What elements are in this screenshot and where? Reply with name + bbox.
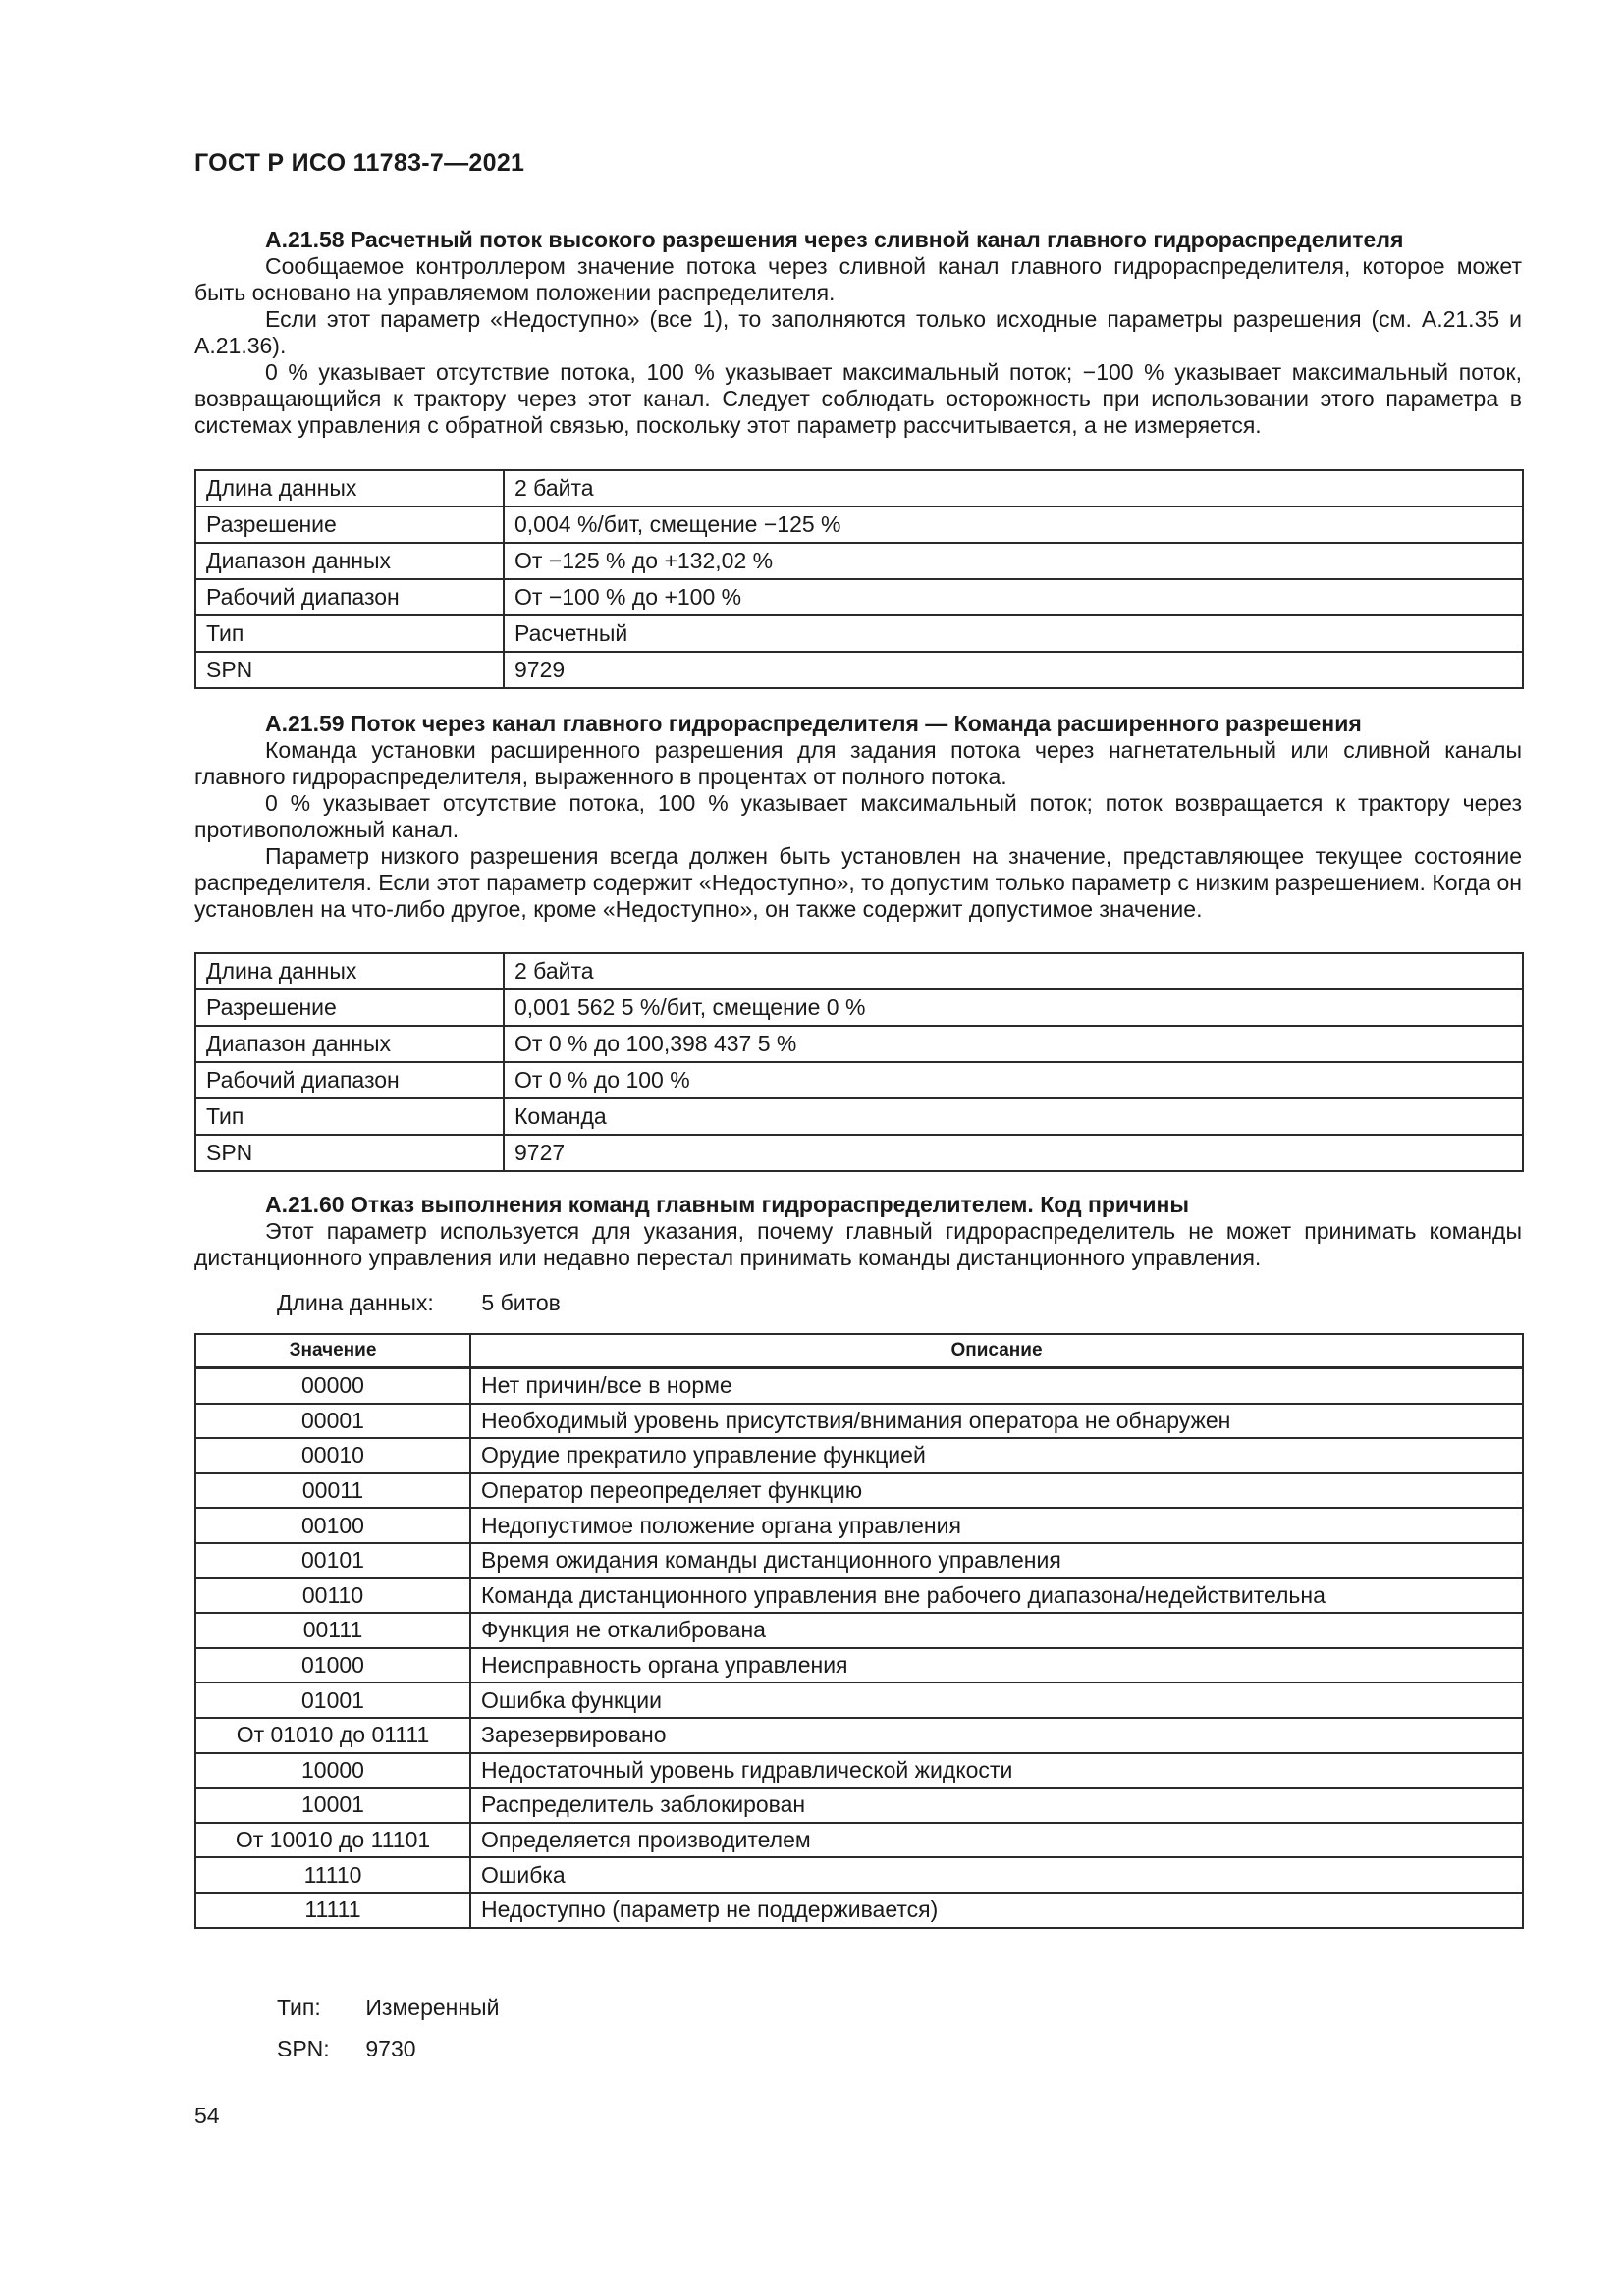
- table-row: [195, 1438, 1523, 1473]
- table-row: [195, 1823, 1523, 1858]
- table-row: [195, 1062, 1523, 1098]
- code-description: Недопустимое положение органа управления: [470, 1508, 1523, 1543]
- page-number: 54: [194, 2103, 220, 2128]
- parameter-value: От −125 % до +132,02 %: [504, 543, 1523, 579]
- code-description: Оператор переопределяет функцию: [470, 1473, 1523, 1509]
- paragraph: Этот параметр используется для указания, почему главный гидрораспределитель не может принимать команды дистанционного управления или недавно перестал принимать команды дистанционного управления.: [194, 1218, 1522, 1270]
- parameter-value: От 0 % до 100,398 437 5 %: [504, 1026, 1523, 1062]
- parameter-value: От 0 % до 100 %: [504, 1062, 1523, 1098]
- table-row: [195, 1026, 1523, 1062]
- parameter-name: Диапазон данных: [195, 543, 504, 579]
- code-value: От 01010 до 01111: [195, 1718, 470, 1753]
- code-value: 00010: [195, 1438, 470, 1473]
- parameter-name: Длина данных: [195, 953, 504, 989]
- paragraph: 0 % указывает отсутствие потока, 100 % указывает максимальный поток; −100 % указывает максимальный поток, возвращающийся к трактору через этот канал. Следует соблюдать осторожность при использовании этого параметра в системах управления с обратной связью, поскольку этот параметр рассчитывается, а не измеряется.: [194, 359, 1522, 438]
- table-row: [195, 1857, 1523, 1893]
- parameter-value: 0,001 562 5 %/бит, смещение 0 %: [504, 989, 1523, 1026]
- parameter-name: Рабочий диапазон: [195, 579, 504, 615]
- parameter-name: Разрешение: [195, 989, 504, 1026]
- code-value: 11110: [195, 1857, 470, 1893]
- table-row: [195, 507, 1523, 543]
- table-row: [195, 989, 1523, 1026]
- code-value: 01000: [195, 1648, 470, 1683]
- parameter-value: 9727: [504, 1135, 1523, 1171]
- code-description: Нет причин/все в норме: [470, 1368, 1523, 1404]
- reason-code-table: [194, 1333, 1524, 1929]
- code-value: 00001: [195, 1404, 470, 1439]
- table-row: [195, 1682, 1523, 1718]
- code-value: 10000: [195, 1753, 470, 1789]
- paragraph: Параметр низкого разрешения всегда должен быть установлен на значение, представляющее текущее состояние распределителя. Если этот параметр содержит «Недоступно», то допустим только параметр с низким разрешением. Когда он установлен на что-либо другое, кроме «Недоступно», он также содержит допустимое значение.: [194, 843, 1522, 922]
- code-description: Определяется производителем: [470, 1823, 1523, 1858]
- parameter-name: SPN: [195, 1135, 504, 1171]
- code-value: 00100: [195, 1508, 470, 1543]
- code-description: Ошибка: [470, 1857, 1523, 1893]
- parameter-value: 9729: [504, 652, 1523, 688]
- spn-value: 9730: [365, 2036, 416, 2061]
- code-description: Неисправность органа управления: [470, 1648, 1523, 1683]
- section-title: А.21.58 Расчетный поток высокого разрешения через сливной канал главного гидрораспределителя: [265, 227, 1404, 252]
- parameter-table-a-21-59: [194, 952, 1524, 1172]
- type-value: Измеренный: [365, 1995, 500, 2020]
- parameter-value: 2 байта: [504, 953, 1523, 989]
- code-description: Функция не откалибрована: [470, 1613, 1523, 1648]
- parameter-value: 2 байта: [504, 470, 1523, 507]
- parameter-name: Длина данных: [195, 470, 504, 507]
- code-description: Ошибка функции: [470, 1682, 1523, 1718]
- code-value: 00111: [195, 1613, 470, 1648]
- parameter-name: SPN: [195, 652, 504, 688]
- table-row: [195, 1473, 1523, 1509]
- code-description: Время ожидания команды дистанционного управления: [470, 1543, 1523, 1578]
- section-title: А.21.59 Поток через канал главного гидрораспределителя — Команда расширенного разрешения: [265, 711, 1362, 736]
- table-row: [195, 470, 1523, 507]
- spn-line: [277, 2036, 416, 2062]
- table-row: [195, 543, 1523, 579]
- parameter-name: Тип: [195, 1098, 504, 1135]
- table-row: [195, 1578, 1523, 1614]
- section-a-21-59: [194, 711, 1522, 923]
- code-value: 00011: [195, 1473, 470, 1509]
- code-value: 01001: [195, 1682, 470, 1718]
- table-row: [195, 1893, 1523, 1928]
- table-row: [195, 652, 1523, 688]
- parameter-value: Команда: [504, 1098, 1523, 1135]
- table-row: [195, 1648, 1523, 1683]
- paragraph: Команда установки расширенного разрешения для задания потока через нагнетательный или сливной каналы главного гидрораспределителя, выраженного в процентах от полного потока.: [194, 737, 1522, 789]
- parameter-value: Расчетный: [504, 615, 1523, 652]
- code-description: Недостаточный уровень гидравлической жидкости: [470, 1753, 1523, 1789]
- parameter-name: Тип: [195, 615, 504, 652]
- table-row: [195, 1404, 1523, 1439]
- code-value: 00000: [195, 1368, 470, 1404]
- table-row: [195, 953, 1523, 989]
- type-line: [277, 1995, 499, 2021]
- table-row: [195, 579, 1523, 615]
- code-value: 00110: [195, 1578, 470, 1614]
- column-header-description: Описание: [470, 1334, 1523, 1368]
- table-row: [195, 1135, 1523, 1171]
- table-row: [195, 1508, 1523, 1543]
- code-description: Команда дистанционного управления вне рабочего диапазона/недействительна: [470, 1578, 1523, 1614]
- parameter-value: От −100 % до +100 %: [504, 579, 1523, 615]
- data-length-line: [277, 1290, 561, 1316]
- table-row: [195, 1613, 1523, 1648]
- table-row: [195, 1718, 1523, 1753]
- code-description: Недоступно (параметр не поддерживается): [470, 1893, 1523, 1928]
- code-value: 00101: [195, 1543, 470, 1578]
- parameter-name: Диапазон данных: [195, 1026, 504, 1062]
- table-row: [195, 615, 1523, 652]
- table-row: [195, 1098, 1523, 1135]
- data-length-label: Длина данных:: [277, 1290, 434, 1315]
- table-row: [195, 1788, 1523, 1823]
- code-description: Необходимый уровень присутствия/внимания оператора не обнаружен: [470, 1404, 1523, 1439]
- section-title: А.21.60 Отказ выполнения команд главным гидрораспределителем. Код причины: [265, 1192, 1190, 1217]
- spn-label: SPN:: [277, 2036, 330, 2061]
- parameter-name: Разрешение: [195, 507, 504, 543]
- parameter-value: 0,004 %/бит, смещение −125 %: [504, 507, 1523, 543]
- type-label: Тип:: [277, 1995, 321, 2020]
- code-value: От 10010 до 11101: [195, 1823, 470, 1858]
- code-description: Зарезервировано: [470, 1718, 1523, 1753]
- code-description: Орудие прекратило управление функцией: [470, 1438, 1523, 1473]
- paragraph: Если этот параметр «Недоступно» (все 1), то заполняются только исходные параметры разрешения (см. А.21.35 и А.21.36).: [194, 306, 1522, 358]
- section-a-21-58: [194, 227, 1522, 439]
- section-a-21-60: [194, 1192, 1522, 1271]
- table-row: [195, 1368, 1523, 1404]
- parameter-table-a-21-58: [194, 469, 1524, 689]
- parameter-name: Рабочий диапазон: [195, 1062, 504, 1098]
- paragraph: Сообщаемое контроллером значение потока через сливной канал главного гидрораспределителя, которое может быть основано на управляемом положении распределителя.: [194, 253, 1522, 305]
- column-header-value: Значение: [195, 1334, 470, 1368]
- code-description: Распределитель заблокирован: [470, 1788, 1523, 1823]
- data-length-value: 5 битов: [481, 1290, 561, 1315]
- document-header: ГОСТ Р ИСО 11783-7—2021: [194, 149, 525, 177]
- paragraph: 0 % указывает отсутствие потока, 100 % указывает максимальный поток; поток возвращается к трактору через противоположный канал.: [194, 790, 1522, 842]
- table-row: [195, 1543, 1523, 1578]
- code-value: 10001: [195, 1788, 470, 1823]
- table-row: [195, 1753, 1523, 1789]
- code-value: 11111: [195, 1893, 470, 1928]
